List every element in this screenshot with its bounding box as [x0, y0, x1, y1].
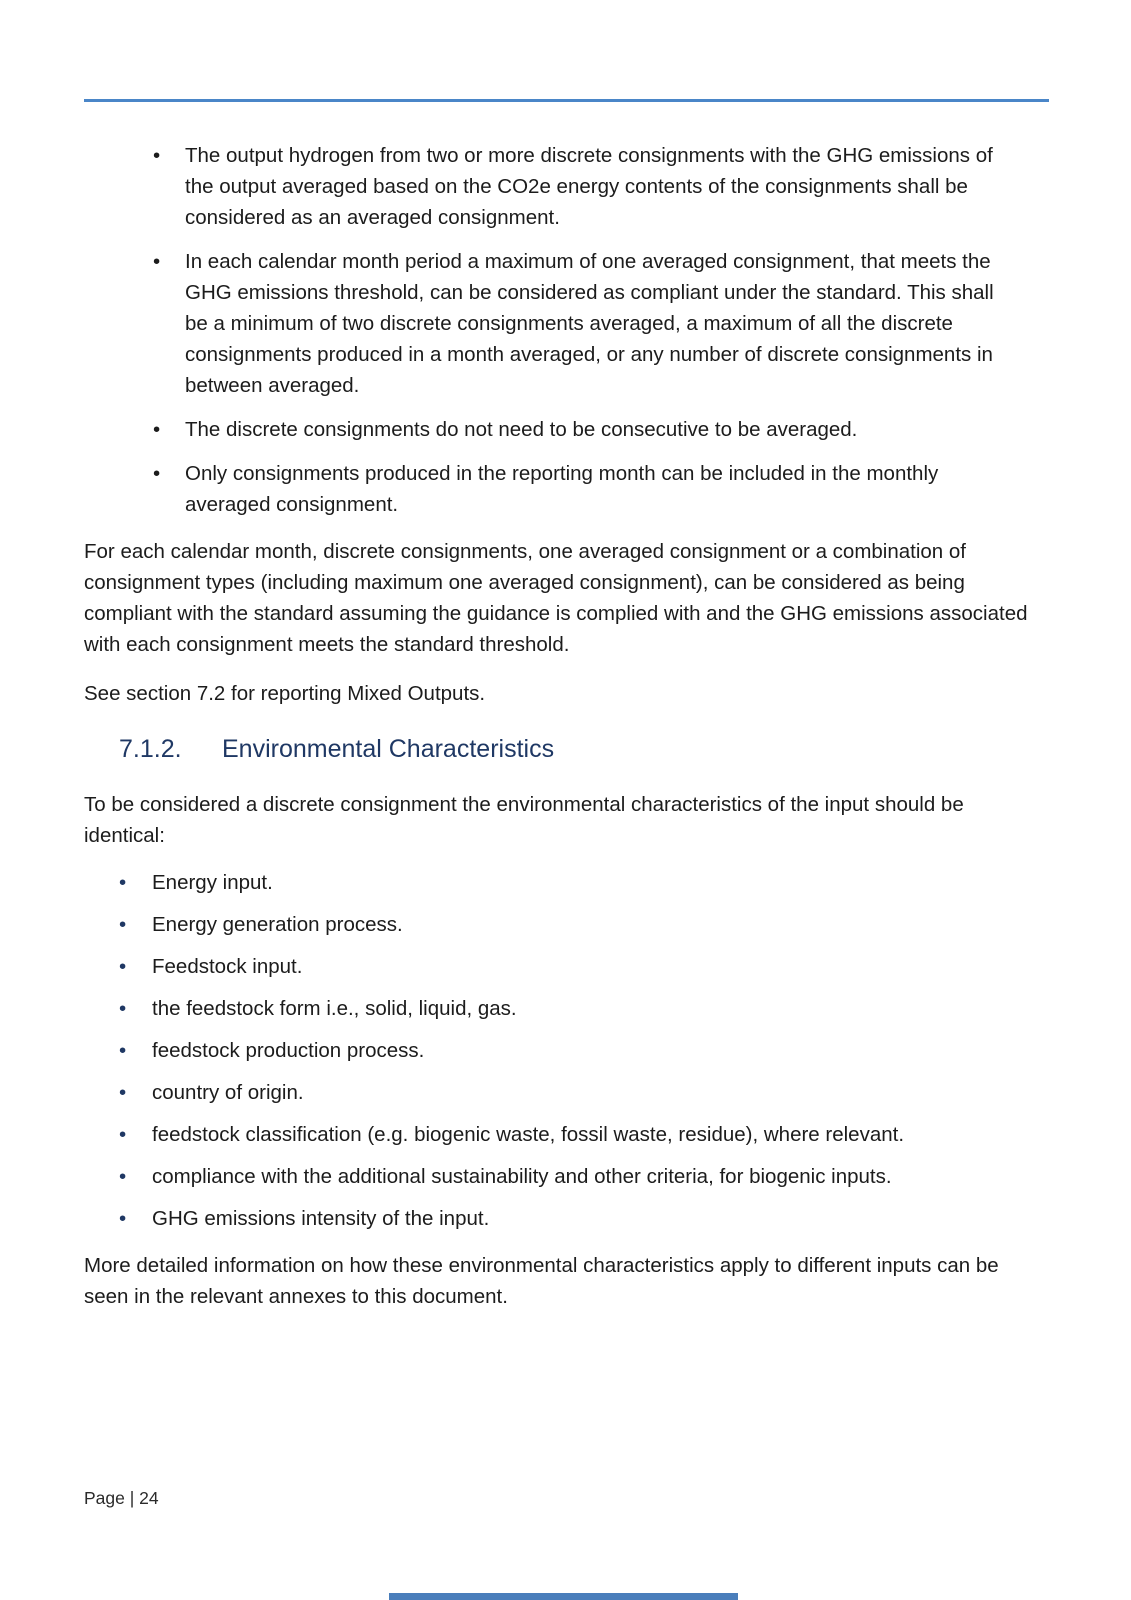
paragraph-see-section: See section 7.2 for reporting Mixed Outputs.	[84, 682, 486, 705]
list-item: • GHG emissions intensity of the input.	[84, 1203, 1048, 1234]
list-item: • country of origin.	[84, 1077, 1048, 1108]
header-divider-rule	[84, 99, 1049, 102]
list-item: • The discrete consignments do not need to be consecutive to be averaged.	[84, 414, 1048, 445]
list-item: • feedstock production process.	[84, 1035, 1048, 1066]
section-heading-title: Environmental Characteristics	[222, 735, 555, 763]
list-item: • the feedstock form i.e., solid, liquid, gas.	[84, 993, 1048, 1024]
page-number-footer: Page | 24	[84, 1488, 159, 1508]
paragraph-more-detailed-info: More detailed information on how these environmental characteristics apply to different inputs can be seen in the relevant annexes to this document.	[84, 1254, 999, 1308]
list-item: • Energy input.	[84, 867, 1048, 898]
section-heading-number: 7.1.2.	[119, 735, 182, 763]
page-content	[84, 140, 1048, 1330]
next-page-clipped-bar	[389, 1593, 738, 1600]
list-item: • compliance with the additional sustainability and other criteria, for biogenic inputs.	[84, 1161, 1048, 1192]
environmental-characteristics-bullet-list	[84, 867, 1048, 1234]
section-heading	[84, 731, 1048, 767]
list-item: • The output hydrogen from two or more discrete consignments with the GHG emissions of the output averaged based on the CO2e energy contents of the consignments shall be considered as an averaged consignment.	[84, 140, 1048, 233]
list-item: • feedstock classification (e.g. biogenic waste, fossil waste, residue), where relevant.	[84, 1119, 1048, 1150]
averaged-consignment-bullet-list	[84, 140, 1048, 520]
list-item: • Only consignments produced in the reporting month can be included in the monthly averaged consignment.	[84, 458, 1048, 520]
paragraph-discrete-consignment-intro: To be considered a discrete consignment the environmental characteristics of the input should be identical:	[84, 793, 964, 847]
list-item: • Feedstock input.	[84, 951, 1048, 982]
list-item: • Energy generation process.	[84, 909, 1048, 940]
paragraph-calendar-month: For each calendar month, discrete consignments, one averaged consignment or a combination of consignment types (including maximum one averaged consignment), can be considered as being compliant with the standard assuming the guidance is complied with and the GHG emissions associated with each consignment meets the standard threshold.	[84, 540, 1028, 656]
list-item: • In each calendar month period a maximum of one averaged consignment, that meets the GHG emissions threshold, can be considered as compliant under the standard. This shall be a minimum of two discrete consignments averaged, a maximum of all the discrete consignments produced in a month averaged, or any number of discrete consignments in between averaged.	[84, 246, 1048, 401]
